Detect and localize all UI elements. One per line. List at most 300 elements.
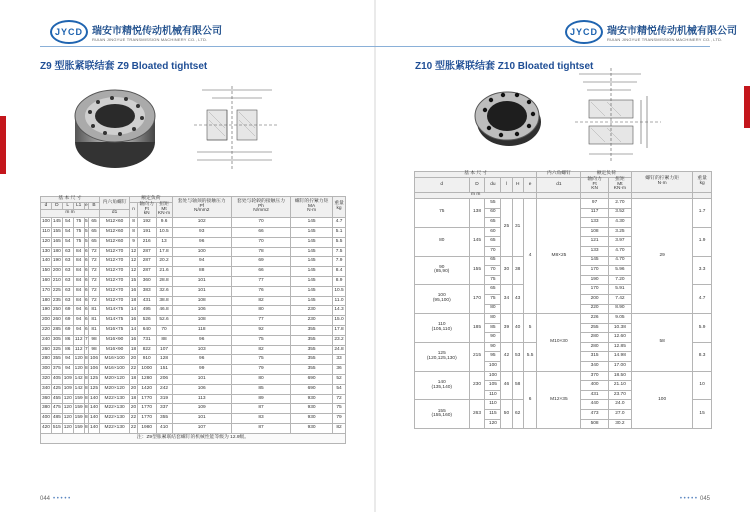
table-cell: 52 bbox=[333, 374, 346, 384]
table-row bbox=[41, 247, 346, 257]
table-cell: 84 bbox=[73, 257, 84, 267]
table-cell: 337 bbox=[156, 404, 172, 414]
table-cell: 69 bbox=[62, 325, 73, 335]
table-row bbox=[41, 325, 346, 335]
cell-H: 62 bbox=[512, 400, 523, 429]
cell-mt: 18.50 bbox=[608, 371, 631, 381]
table-cell: 250 bbox=[51, 306, 62, 316]
cell-e: 5 bbox=[523, 314, 537, 343]
cell-ma: 29 bbox=[632, 198, 693, 313]
cell-ft: 145 bbox=[581, 256, 608, 266]
right-page bbox=[375, 0, 750, 512]
table-cell: 1770 bbox=[137, 414, 156, 424]
col-H: H bbox=[512, 177, 523, 192]
col-mt: 扭矩 Mt KN·m bbox=[608, 177, 631, 192]
table-cell: 151 bbox=[156, 365, 172, 375]
table-cell: 101 bbox=[172, 276, 231, 286]
header-rule bbox=[375, 46, 710, 47]
cell-mt: 12.60 bbox=[608, 333, 631, 343]
cell-du: 60 bbox=[485, 208, 501, 218]
cell-du: 60 bbox=[485, 227, 501, 237]
table-cell: 130 bbox=[41, 247, 52, 257]
cell-kg: 8.3 bbox=[693, 342, 712, 371]
table-cell: 84 bbox=[73, 286, 84, 296]
cell-d: 140 (135,140) bbox=[415, 371, 470, 400]
table-cell: 128 bbox=[156, 355, 172, 365]
table-cell: 190 bbox=[51, 257, 62, 267]
table-cell: 420 bbox=[41, 423, 52, 433]
table-cell: 8 bbox=[130, 218, 138, 228]
table-cell: 355 bbox=[51, 355, 62, 365]
table-cell: 7 bbox=[84, 345, 88, 355]
unit-mm: m m bbox=[415, 193, 537, 199]
table-cell: 81 bbox=[89, 325, 100, 335]
col-l: l bbox=[501, 177, 512, 192]
table-cell: 102 bbox=[172, 218, 231, 228]
table-cell: 75 bbox=[231, 355, 290, 365]
table-cell: 145 bbox=[291, 237, 333, 247]
col-L1: L1 bbox=[73, 202, 84, 210]
table-cell: 455 bbox=[51, 394, 62, 404]
table-cell: 87 bbox=[231, 404, 290, 414]
table-cell: 15 bbox=[130, 276, 138, 286]
table-cell: 8 bbox=[84, 414, 88, 424]
table-cell: 84 bbox=[73, 247, 84, 257]
table-cell: 145 bbox=[291, 276, 333, 286]
cell-kg: 5.9 bbox=[693, 314, 712, 343]
table-cell: 84 bbox=[73, 276, 84, 286]
table-cell: 155 bbox=[51, 227, 62, 237]
cell-D: 155 bbox=[469, 256, 485, 285]
table-cell: 15.0 bbox=[333, 316, 346, 326]
table-cell: 355 bbox=[156, 414, 172, 424]
cell-D: 138 bbox=[469, 198, 485, 227]
cell-ft: 170 bbox=[581, 285, 608, 295]
col-ft: 轴向力 Ft kN bbox=[137, 202, 156, 217]
table-cell: 52.6 bbox=[156, 316, 172, 326]
table-cell: 101 bbox=[172, 414, 231, 424]
brand-name-cn: 瑞安市精悦传动机械有限公司 bbox=[92, 26, 222, 37]
cell-du: 90 bbox=[485, 333, 501, 343]
cell-ft: 200 bbox=[581, 294, 608, 304]
table-cell: 77 bbox=[231, 276, 290, 286]
cell-du: 105 bbox=[485, 381, 501, 391]
table-cell: 20.2 bbox=[156, 257, 172, 267]
table-cell: 300 bbox=[41, 365, 52, 375]
table-cell: 5.5 bbox=[333, 237, 346, 247]
table-cell: 6 bbox=[84, 267, 88, 277]
table-row bbox=[41, 218, 346, 228]
table-cell: 120 bbox=[62, 423, 73, 433]
table-cell: 6 bbox=[84, 247, 88, 257]
brand-name-cn: 瑞安市精悦传动机械有限公司 bbox=[607, 26, 737, 37]
table-cell: 191 bbox=[137, 227, 156, 237]
table-cell: 12 bbox=[130, 257, 138, 267]
table-cell: 930 bbox=[291, 423, 333, 433]
table-cell: 6 bbox=[84, 257, 88, 267]
table-cell: M20×120 bbox=[99, 374, 129, 384]
header-ma: 螺钉的拧紧力矩 N·m bbox=[632, 172, 693, 193]
table-cell: 206 bbox=[156, 374, 172, 384]
table-cell: 63 bbox=[62, 257, 73, 267]
table-cell: 1770 bbox=[137, 404, 156, 414]
table-cell: 63 bbox=[62, 267, 73, 277]
table-cell: 76 bbox=[231, 286, 290, 296]
cell-ma: 58 bbox=[632, 314, 693, 372]
table-cell: 65 bbox=[89, 237, 100, 247]
table-cell: 75 bbox=[73, 237, 84, 247]
table-cell: 11.0 bbox=[333, 296, 346, 306]
cell-ft: 220 bbox=[581, 304, 608, 314]
col-d1: d1 bbox=[99, 210, 129, 218]
table-cell: 106 bbox=[172, 384, 231, 394]
table-cell: 1770 bbox=[137, 394, 156, 404]
table-cell: M12×70 bbox=[99, 247, 129, 257]
cell-l: 50 bbox=[501, 400, 512, 429]
page-number-right: • • • • • 045 bbox=[679, 496, 710, 502]
table-cell: 16 bbox=[130, 335, 138, 345]
cell-mt: 21.10 bbox=[608, 381, 631, 391]
cell-mt: 5.91 bbox=[608, 285, 631, 295]
table-cell: 475 bbox=[51, 404, 62, 414]
table-row bbox=[415, 314, 712, 324]
table-cell: 81 bbox=[89, 316, 100, 326]
cell-H: 31 bbox=[512, 198, 523, 256]
cell-H: 58 bbox=[512, 371, 523, 400]
table-cell: 75 bbox=[231, 335, 290, 345]
cell-du: 65 bbox=[485, 237, 501, 247]
table-cell: 54 bbox=[333, 384, 346, 394]
table-cell: 120 bbox=[41, 237, 52, 247]
cell-H: 43 bbox=[512, 285, 523, 314]
table-cell: 145 bbox=[291, 227, 333, 237]
cell-d: 75 bbox=[415, 198, 470, 227]
table-cell: 107 bbox=[156, 345, 172, 355]
table-cell: 8 bbox=[84, 423, 88, 433]
table-cell: 94 bbox=[62, 355, 73, 365]
table-cell: 94 bbox=[172, 257, 231, 267]
table-cell: 340 bbox=[41, 384, 52, 394]
table-cell: 159 bbox=[73, 423, 84, 433]
cell-mt: 30.2 bbox=[608, 419, 631, 429]
cell-mt: 2.70 bbox=[608, 198, 631, 208]
table-row bbox=[41, 374, 346, 384]
cell-ft: 117 bbox=[581, 208, 608, 218]
table-cell: 69 bbox=[231, 257, 290, 267]
unit-mm: m m bbox=[41, 210, 100, 218]
cell-du: 65 bbox=[485, 218, 501, 228]
table-cell: 425 bbox=[51, 384, 62, 394]
table-cell: 731 bbox=[137, 335, 156, 345]
table-cell: 285 bbox=[51, 325, 62, 335]
table-cell: 8 bbox=[130, 227, 138, 237]
table-cell: 96 bbox=[172, 335, 231, 345]
cell-d: 125 (120,125,130) bbox=[415, 342, 470, 371]
z9-section-drawing bbox=[192, 82, 282, 174]
table-cell: 10.5 bbox=[333, 286, 346, 296]
table-cell: 87 bbox=[231, 423, 290, 433]
table-cell: 180 bbox=[41, 296, 52, 306]
table-cell: 515 bbox=[51, 423, 62, 433]
table-cell: M16×90 bbox=[99, 345, 129, 355]
cell-ft: 315 bbox=[581, 352, 608, 362]
table-cell: 242 bbox=[156, 384, 172, 394]
table-cell: M22×130 bbox=[99, 414, 129, 424]
col-L: L bbox=[62, 202, 73, 210]
cell-H: 38 bbox=[512, 256, 523, 285]
table-cell: 75 bbox=[333, 404, 346, 414]
cell-du: 100 bbox=[485, 371, 501, 381]
table-row bbox=[41, 237, 346, 247]
table-cell: 101 bbox=[172, 374, 231, 384]
cell-du: 75 bbox=[485, 294, 501, 304]
cell-e: 4 bbox=[523, 198, 537, 313]
cell-mt: 27.0 bbox=[608, 410, 631, 420]
table-cell: 8 bbox=[84, 404, 88, 414]
table-cell: 96 bbox=[172, 237, 231, 247]
cell-D: 145 bbox=[469, 227, 485, 256]
table-cell: 72 bbox=[89, 286, 100, 296]
table-row bbox=[415, 371, 712, 381]
table-cell: 6 bbox=[84, 306, 88, 316]
header-bolt: 内六角螺钉 bbox=[99, 197, 129, 210]
table-cell: 86 bbox=[62, 345, 73, 355]
cell-H: 53 bbox=[512, 342, 523, 371]
table-cell: 142 bbox=[73, 374, 84, 384]
cell-mt: 5.96 bbox=[608, 266, 631, 276]
table-cell: 54 bbox=[62, 227, 73, 237]
cell-ft: 133 bbox=[581, 218, 608, 228]
cell-mt: 4.30 bbox=[608, 218, 631, 228]
table-cell: 103 bbox=[172, 345, 231, 355]
cell-d: 90 (85,90) bbox=[415, 256, 470, 285]
side-tab-left bbox=[0, 116, 6, 174]
table-cell: 17.8 bbox=[156, 247, 172, 257]
table-cell: 72 bbox=[89, 276, 100, 286]
cell-du: 75 bbox=[485, 275, 501, 285]
table-row bbox=[41, 423, 346, 433]
table-cell: 86 bbox=[62, 335, 73, 345]
table-cell: 1000 bbox=[137, 365, 156, 375]
table-cell: M12×70 bbox=[99, 286, 129, 296]
cell-du: 65 bbox=[485, 285, 501, 295]
table-cell: M16×100 bbox=[99, 365, 129, 375]
table-cell: 77 bbox=[231, 316, 290, 326]
table-cell: M22×130 bbox=[99, 423, 129, 433]
table-cell: 120 bbox=[62, 414, 73, 424]
table-cell: 112 bbox=[73, 345, 84, 355]
cell-ft: 508 bbox=[581, 419, 608, 429]
table-cell: 140 bbox=[89, 394, 100, 404]
table-cell: 23.2 bbox=[333, 335, 346, 345]
table-cell: M12×60 bbox=[99, 218, 129, 228]
cell-ft: 440 bbox=[581, 400, 608, 410]
cell-kg: 1.7 bbox=[693, 198, 712, 227]
table-cell: 355 bbox=[291, 325, 333, 335]
cell-mt: 24.0 bbox=[608, 400, 631, 410]
table-cell: 113 bbox=[172, 394, 231, 404]
table-cell: 6 bbox=[84, 325, 88, 335]
table-cell: 65 bbox=[89, 218, 100, 228]
table-cell: 33 bbox=[333, 355, 346, 365]
table-cell: 32.6 bbox=[156, 286, 172, 296]
table-cell: 287 bbox=[137, 247, 156, 257]
table-cell: 145 bbox=[291, 247, 333, 257]
table-cell: 6 bbox=[84, 316, 88, 326]
table-cell: 145 bbox=[291, 286, 333, 296]
header-ph: 套处与轮毂的接触压力 Ph N/mm2 bbox=[231, 197, 290, 218]
table-cell: 9 bbox=[130, 237, 138, 247]
table-cell: 1420 bbox=[137, 384, 156, 394]
table-cell: 69 bbox=[62, 306, 73, 316]
cell-du: 100 bbox=[485, 362, 501, 372]
table-cell: 355 bbox=[291, 365, 333, 375]
cell-du: 90 bbox=[485, 342, 501, 352]
cell-mt: 4.70 bbox=[608, 256, 631, 266]
table-cell: 46.8 bbox=[156, 306, 172, 316]
table-cell: 82 bbox=[333, 423, 346, 433]
cell-ft: 280 bbox=[581, 333, 608, 343]
cell-ft: 280 bbox=[581, 342, 608, 352]
table-cell: 360 bbox=[41, 394, 52, 404]
cell-du: 70 bbox=[485, 246, 501, 256]
table-cell: 6 bbox=[84, 286, 88, 296]
table-cell: 92 bbox=[231, 325, 290, 335]
table-cell: 18 bbox=[130, 296, 138, 306]
cell-mt: 17.00 bbox=[608, 362, 631, 372]
cell-kg: 10 bbox=[693, 371, 712, 400]
table-cell: M20×120 bbox=[99, 384, 129, 394]
table-cell: 280 bbox=[41, 355, 52, 365]
table-cell: 22 bbox=[130, 423, 138, 433]
cell-l: 42 bbox=[501, 342, 512, 371]
brand-logo-left bbox=[50, 20, 222, 44]
header-rule bbox=[40, 46, 375, 47]
table-cell: 88 bbox=[172, 267, 231, 277]
table-cell: 287 bbox=[137, 267, 156, 277]
table-cell: 108 bbox=[172, 316, 231, 326]
table-cell: 80 bbox=[231, 306, 290, 316]
table-cell: 109 bbox=[172, 404, 231, 414]
cell-du: 80 bbox=[485, 314, 501, 324]
table-cell: 14.3 bbox=[333, 306, 346, 316]
table-cell: 526 bbox=[137, 316, 156, 326]
cell-kg: 15 bbox=[693, 400, 712, 429]
table-cell: 6 bbox=[84, 296, 88, 306]
table-cell: 125 bbox=[89, 374, 100, 384]
cell-mt: 4.70 bbox=[608, 246, 631, 256]
table-cell: 140 bbox=[89, 423, 100, 433]
table-cell: 12 bbox=[130, 267, 138, 277]
table-cell: 14 bbox=[130, 325, 138, 335]
table-cell: 1280 bbox=[137, 374, 156, 384]
table-row bbox=[41, 227, 346, 237]
z10-spec-table bbox=[414, 171, 712, 429]
table-cell: 140 bbox=[41, 257, 52, 267]
header-ma: 螺钉的拧紧力矩 MA N·m bbox=[291, 197, 333, 218]
cell-ma: 100 bbox=[632, 371, 693, 429]
table-cell: M12×70 bbox=[99, 276, 129, 286]
table-cell: 7.9 bbox=[333, 257, 346, 267]
col-D: D bbox=[51, 202, 62, 210]
col-n: n bbox=[130, 202, 138, 217]
table-cell: 84 bbox=[73, 296, 84, 306]
cell-d: 155 (155,160) bbox=[415, 400, 470, 429]
cell-du: 65 bbox=[485, 256, 501, 266]
table-row bbox=[41, 414, 346, 424]
table-cell: 101 bbox=[172, 286, 231, 296]
table-cell: 8 bbox=[84, 394, 88, 404]
table-cell: M12×70 bbox=[99, 296, 129, 306]
cell-l: 46 bbox=[501, 371, 512, 400]
table-cell: 305 bbox=[51, 335, 62, 345]
table-cell: 70 bbox=[156, 325, 172, 335]
header-weight: 重量 kg bbox=[693, 172, 712, 193]
cell-ft: 108 bbox=[581, 227, 608, 237]
brand-name-en: RUIAN JINGYUE TRANSMISSION MACHINERY CO., LTD. bbox=[92, 37, 208, 42]
table-cell: 20 bbox=[130, 404, 138, 414]
table-cell: 400 bbox=[41, 414, 52, 424]
table-cell: 165 bbox=[51, 237, 62, 247]
table-cell: 63 bbox=[62, 296, 73, 306]
table-cell: M14×75 bbox=[99, 316, 129, 326]
header-weight: 重量 kg bbox=[333, 197, 346, 218]
cell-mt: 3.52 bbox=[608, 208, 631, 218]
header-pf: 套处与轴颈的接触压力 Pf N/mm2 bbox=[172, 197, 231, 218]
table-cell: 140 bbox=[89, 414, 100, 424]
table-cell: 145 bbox=[291, 218, 333, 228]
table-row bbox=[415, 198, 712, 208]
cell-e: 5.5 bbox=[523, 342, 537, 371]
table-cell: 145 bbox=[291, 296, 333, 306]
table-cell: 8 bbox=[84, 374, 88, 384]
table-cell: 410 bbox=[156, 423, 172, 433]
table-cell: 22 bbox=[130, 365, 138, 375]
table-cell: 375 bbox=[51, 365, 62, 375]
table-cell: 28.8 bbox=[156, 276, 172, 286]
table-cell: 210 bbox=[51, 276, 62, 286]
table-cell: 63 bbox=[62, 276, 73, 286]
table-cell: 72 bbox=[89, 247, 100, 257]
table-cell: 405 bbox=[51, 374, 62, 384]
section-title-z10: Z10 型胀紧联结套 Z10 Bloated tightset bbox=[415, 61, 594, 72]
cell-du: 115 bbox=[485, 410, 501, 420]
table-cell: 13 bbox=[156, 237, 172, 247]
table-cell: 260 bbox=[51, 316, 62, 326]
table-cell: 72 bbox=[89, 257, 100, 267]
table-cell: 690 bbox=[291, 374, 333, 384]
table-cell: 485 bbox=[51, 414, 62, 424]
table-cell: 63 bbox=[62, 286, 73, 296]
section-title-z9: Z9 型胀紧联结套 Z9 Bloated tightset bbox=[40, 61, 208, 72]
table-cell: 140 bbox=[89, 404, 100, 414]
table-cell: 5 bbox=[84, 227, 88, 237]
cell-du: 95 bbox=[485, 352, 501, 362]
cell-du: 80 bbox=[485, 304, 501, 314]
cell-kg: 4.7 bbox=[693, 285, 712, 314]
table-cell: 106 bbox=[172, 306, 231, 316]
table-cell: 230 bbox=[291, 306, 333, 316]
table-cell: 22 bbox=[130, 414, 138, 424]
cell-D: 215 bbox=[469, 342, 485, 371]
table-cell: 72 bbox=[89, 267, 100, 277]
z10-product-photo bbox=[467, 80, 547, 152]
col-D: D bbox=[469, 177, 485, 192]
table-cell: 80 bbox=[231, 374, 290, 384]
table-cell: 190 bbox=[41, 306, 52, 316]
cell-ft: 370 bbox=[581, 371, 608, 381]
table-row bbox=[41, 394, 346, 404]
